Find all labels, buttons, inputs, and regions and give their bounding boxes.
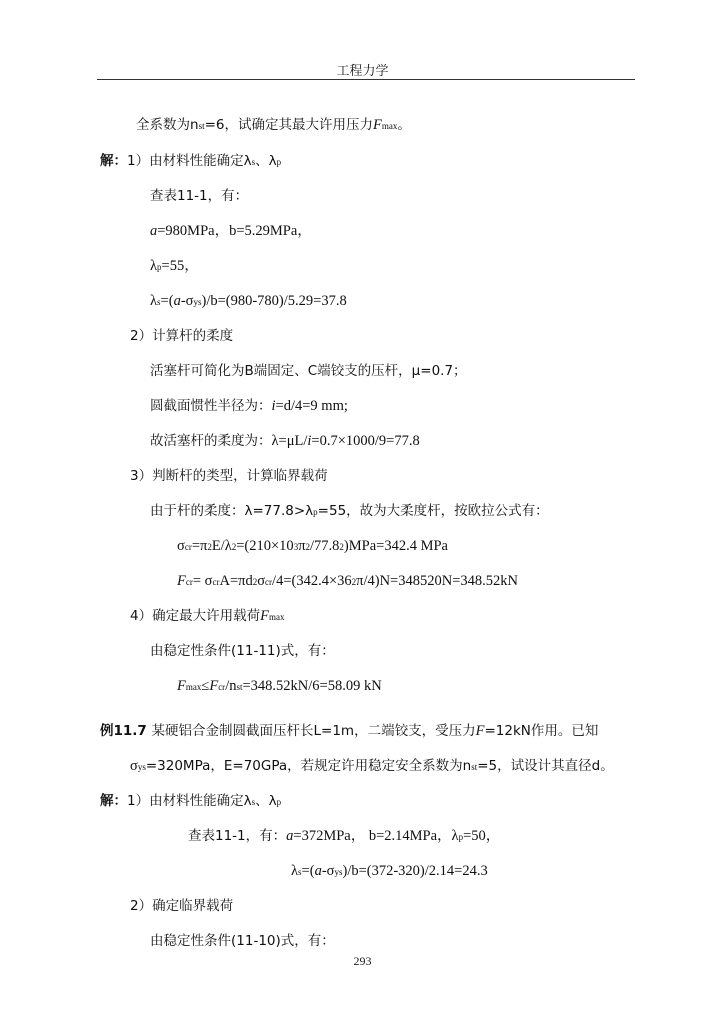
text-segment: cr [185, 577, 193, 587]
text-segment: 。 [397, 117, 411, 133]
text-line-l09 [150, 397, 348, 415]
text-segment: max [268, 612, 285, 622]
text-segment: p [276, 157, 282, 167]
text-segment: a [173, 293, 181, 309]
text-segment: a [286, 828, 294, 844]
text-segment: cr [265, 577, 273, 587]
text-line-l18 [100, 722, 598, 740]
text-segment: )/b=(980-780)/5.29=37.8 [201, 293, 347, 309]
text-segment: =0.7×1000/9=77.8 [311, 433, 420, 449]
text-segment: 1）由材料性能确定λ [127, 153, 252, 169]
text-segment: λ [150, 293, 158, 309]
text-segment: 解： [100, 153, 127, 169]
text-line-l20 [100, 792, 281, 811]
text-segment: ≤ [201, 678, 210, 694]
text-segment: 某硬铝合金制圆截面压杆长L=1m，二端铰支，受压力 [151, 723, 476, 739]
text-segment: /77.8 [310, 538, 340, 554]
text-line-l22 [291, 862, 488, 881]
text-segment: =6，试确定其最大许用压力 [204, 117, 373, 133]
text-line-l17 [177, 677, 382, 696]
text-segment: σ [177, 538, 185, 554]
text-segment: F [209, 678, 219, 694]
text-segment: λ=μL/ [271, 433, 308, 449]
text-segment: 2 [207, 542, 212, 552]
text-segment: p [276, 797, 282, 807]
text-segment: 2 [252, 577, 258, 587]
text-segment: ys [193, 297, 202, 307]
text-segment: F [372, 117, 382, 133]
text-segment: st [198, 121, 205, 131]
text-segment: s [251, 797, 256, 807]
text-segment: /n [225, 678, 237, 694]
text-segment: σ [257, 573, 266, 589]
text-segment: s [251, 157, 256, 167]
text-line-l01 [136, 116, 411, 135]
text-segment: =50， [463, 828, 501, 844]
text-segment: 活塞杆可简化为B端固定、C端铰支的压杆，μ=0.7； [150, 363, 467, 379]
text-line-l07 [130, 327, 233, 345]
text-line-l15 [130, 607, 284, 626]
text-segment: cr [184, 542, 192, 552]
text-segment: = σ [192, 573, 213, 589]
text-segment: a [150, 223, 158, 239]
text-segment: 查表11-1，有： [188, 828, 287, 844]
header-rule [97, 79, 635, 80]
text-segment: 2 [339, 542, 344, 552]
text-segment: λ [291, 863, 299, 879]
text-line-l05 [150, 257, 199, 276]
text-segment: i [271, 398, 276, 414]
text-segment: σ [130, 758, 138, 774]
text-segment: 由于杆的柔度：λ=77.8>λ [150, 503, 314, 519]
text-line-l03 [150, 187, 248, 205]
text-segment: ys [334, 867, 343, 877]
text-segment: E/λ [211, 538, 232, 554]
text-segment: 由稳定性条件(11-10)式，有： [150, 933, 335, 949]
text-line-l12 [150, 502, 549, 521]
text-line-l24 [150, 932, 335, 950]
text-segment: A=πd [219, 573, 253, 589]
text-line-l02 [100, 152, 281, 171]
text-segment: 、λ [255, 153, 277, 169]
text-segment: s [298, 867, 302, 877]
text-segment: ys [137, 762, 146, 772]
text-segment: st [236, 682, 243, 692]
text-segment: 故活塞杆的柔度为： [150, 433, 272, 449]
text-line-l08 [150, 362, 467, 380]
text-line-l23 [130, 897, 233, 915]
text-segment: =5，试设计其直径d。 [477, 758, 614, 774]
text-segment: p [458, 832, 464, 842]
text-segment: λ [150, 258, 158, 274]
text-segment: =372MPa， b=2.14MPa，λ [293, 828, 459, 844]
text-segment: 4）确定最大许用载荷 [130, 608, 261, 624]
text-segment: 全系数为n [136, 117, 199, 133]
text-segment: 圆截面惯性半径为： [150, 398, 272, 414]
text-line-l04 [150, 222, 312, 240]
text-segment: max [185, 682, 202, 692]
text-segment: F [475, 723, 485, 739]
text-segment: )/b=(372-320)/2.14=24.3 [342, 863, 488, 879]
text-segment: =980MPa，b=5.29MPa， [157, 223, 312, 239]
text-segment: st [471, 762, 478, 772]
text-segment: 2）计算杆的柔度 [130, 328, 234, 344]
text-segment: F [177, 678, 186, 694]
text-segment: -σ [180, 293, 194, 309]
text-segment: 2 [305, 542, 311, 552]
text-segment: =π [191, 538, 208, 554]
text-line-l21 [188, 827, 500, 846]
text-segment: cr [218, 682, 226, 692]
text-segment: 2 [351, 577, 357, 587]
text-segment: )MPa=342.4 MPa [343, 538, 448, 554]
text-segment: =12kN作用。已知 [484, 723, 599, 739]
text-segment: =348.52kN/6=58.09 kN [242, 678, 382, 694]
text-segment: s [157, 297, 161, 307]
text-segment: 2 [231, 542, 237, 552]
text-segment: 、λ [255, 793, 277, 809]
text-segment: π/4)N=348520N=348.52kN [356, 573, 518, 589]
text-line-l19 [130, 757, 614, 776]
text-line-l10 [150, 432, 420, 450]
text-segment: F [260, 608, 269, 624]
text-segment: 查表11-1，有： [150, 188, 249, 204]
text-segment: =d/4=9 mm; [275, 398, 348, 414]
text-segment: 1）由材料性能确定λ [127, 793, 252, 809]
text-segment: cr [212, 577, 220, 587]
text-segment: =(210×10 [236, 538, 294, 554]
text-segment: =55，故为大柔度杆，按欧拉公式有： [317, 503, 549, 519]
text-segment: π [298, 538, 306, 554]
text-segment: =( [301, 863, 315, 879]
text-line-l16 [150, 642, 335, 660]
text-segment: /4=(342.4×36 [272, 573, 352, 589]
text-segment: max [381, 121, 398, 131]
text-segment: F [177, 573, 186, 589]
text-segment: p [157, 262, 162, 272]
text-segment: 例11.7 [100, 723, 152, 739]
text-segment: a [314, 863, 322, 879]
text-line-l14 [177, 572, 518, 591]
text-segment: p [313, 507, 318, 517]
text-segment: 3 [293, 542, 299, 552]
text-line-l13 [177, 537, 448, 556]
running-header: 工程力学 [336, 64, 389, 79]
text-segment: =55， [161, 258, 199, 274]
text-segment: 3）判断杆的类型，计算临界载荷 [130, 468, 328, 484]
text-segment: 解： [100, 793, 127, 809]
text-line-l11 [130, 467, 328, 485]
text-segment: -σ [321, 863, 335, 879]
text-segment: 由稳定性条件(11-11)式，有： [150, 643, 335, 659]
page-number: 293 [353, 954, 372, 968]
text-segment: =320MPa，E=70GPa，若规定许用稳定安全系数为n [145, 758, 472, 774]
text-segment: 2）确定临界载荷 [130, 898, 234, 914]
text-line-l06 [150, 292, 347, 311]
text-segment: =( [160, 293, 174, 309]
text-segment: i [307, 433, 312, 449]
